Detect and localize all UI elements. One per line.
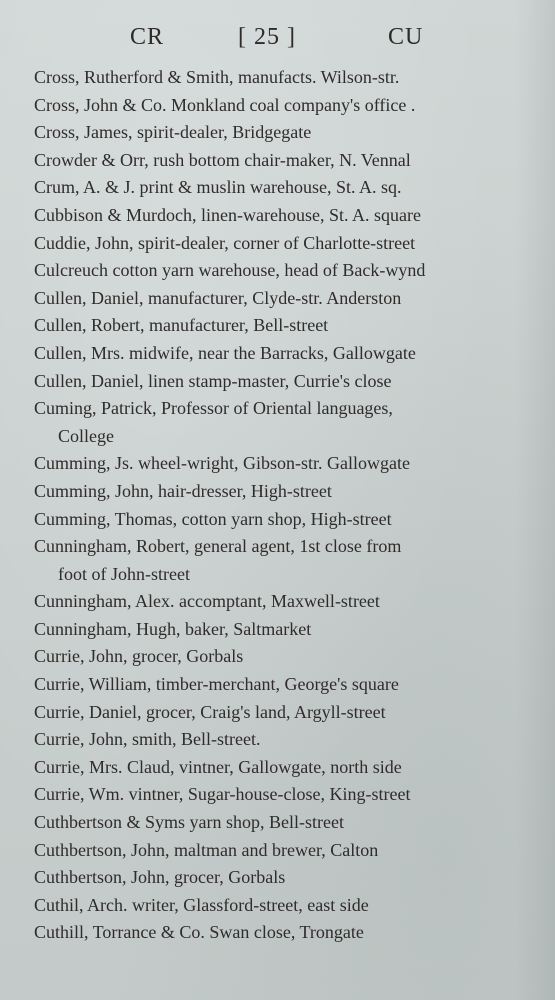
directory-entry (34, 450, 524, 478)
directory-entry (34, 174, 524, 202)
running-header (0, 24, 555, 58)
entry-text: Currie, Wm. vintner, Sugar-house-close, King-street (34, 784, 411, 805)
entry-text: Currie, Mrs. Claud, vintner, Gallowgate, north side (34, 756, 402, 777)
entry-text: Cunningham, Alex. accomptant, Maxwell-street (34, 591, 380, 612)
entry-text: Currie, William, timber-merchant, George's square (34, 674, 399, 695)
directory-entry (34, 919, 524, 947)
entry-text: Cross, James, spirit-dealer, Bridgegate (34, 122, 312, 143)
directory-entry (34, 368, 524, 396)
entry-text: Cuthbertson & Syms yarn shop, Bell-street (34, 812, 344, 833)
directory-entry (34, 119, 524, 147)
directory-entry (34, 754, 524, 782)
entry-text: Cuthil, Arch. writer, Glassford-street, east side (34, 894, 369, 915)
entry-text: Cumming, John, hair-dresser, High-street (34, 480, 332, 501)
page-number: [ 25 ] (238, 24, 296, 50)
directory-entry (34, 726, 524, 754)
directory-entry (34, 837, 524, 865)
entry-text: Cuthbertson, John, grocer, Gorbals (34, 867, 286, 888)
directory-entry (34, 285, 524, 313)
entry-text: Cullen, Robert, manufacturer, Bell-street (34, 315, 329, 336)
entry-text: Currie, John, grocer, Gorbals (34, 646, 244, 667)
entry-text: Cuthbertson, John, maltman and brewer, Calton (34, 839, 379, 860)
entry-text: Cubbison & Murdoch, linen-warehouse, St. A. square (34, 204, 421, 225)
entry-text: Culcreuch cotton yarn warehouse, head of Back-wynd (34, 260, 426, 281)
directory-entry (34, 230, 524, 258)
entry-text: Cross, John & Co. Monkland coal company's office . (34, 94, 416, 115)
directory-entry (34, 257, 524, 285)
entry-text: Cullen, Daniel, linen stamp-master, Currie's close (34, 370, 392, 391)
entry-text: Cuddie, John, spirit-dealer, corner of Charlotte-street (34, 232, 416, 253)
entry-text: Crowder & Orr, rush bottom chair-maker, N. Vennal (34, 149, 411, 170)
directory-entry (34, 533, 524, 588)
entry-text: Cunningham, Robert, general agent, 1st close from (34, 536, 402, 557)
directory-entry (34, 809, 524, 837)
entry-text: Cross, Rutherford & Smith, manufacts. Wilson-str. (34, 67, 400, 87)
directory-entry (34, 340, 524, 368)
header-right-guide: CU (388, 24, 424, 50)
directory-entry (34, 781, 524, 809)
directory-entry (34, 202, 524, 230)
directory-entries (34, 64, 524, 947)
entry-continuation: foot of John-street (58, 563, 190, 584)
entry-text: Cullen, Mrs. midwife, near the Barracks, Gallowgate (34, 342, 416, 363)
directory-entry (34, 588, 524, 616)
entry-text: Currie, John, smith, Bell-street. (34, 729, 261, 750)
directory-entry (34, 892, 524, 920)
directory-entry (34, 92, 524, 120)
directory-entry (34, 64, 524, 92)
directory-entry (34, 616, 524, 644)
directory-entry (34, 478, 524, 506)
entry-text: Cumming, Js. wheel-wright, Gibson-str. Gallowgate (34, 453, 410, 474)
directory-entry (34, 671, 524, 699)
entry-continuation: College (58, 425, 114, 446)
entry-text: Crum, A. & J. print & muslin warehouse, St. A. sq. (34, 177, 402, 198)
entry-text: Currie, Daniel, grocer, Craig's land, Argyll-street (34, 701, 386, 722)
directory-entry (34, 643, 524, 671)
directory-entry (34, 699, 524, 727)
entry-text: Cuming, Patrick, Professor of Oriental languages, (34, 398, 393, 419)
entry-text: Cunningham, Hugh, baker, Saltmarket (34, 618, 312, 639)
entry-text: Cumming, Thomas, cotton yarn shop, High-street (34, 508, 392, 529)
directory-entry (34, 312, 524, 340)
directory-entry (34, 506, 524, 534)
directory-entry (34, 395, 524, 450)
entry-text: Cuthill, Torrance & Co. Swan close, Trongate (34, 922, 364, 943)
directory-entry (34, 147, 524, 175)
header-left-guide: CR (130, 24, 165, 50)
directory-entry (34, 864, 524, 892)
entry-text: Cullen, Daniel, manufacturer, Clyde-str. Anderston (34, 287, 402, 308)
